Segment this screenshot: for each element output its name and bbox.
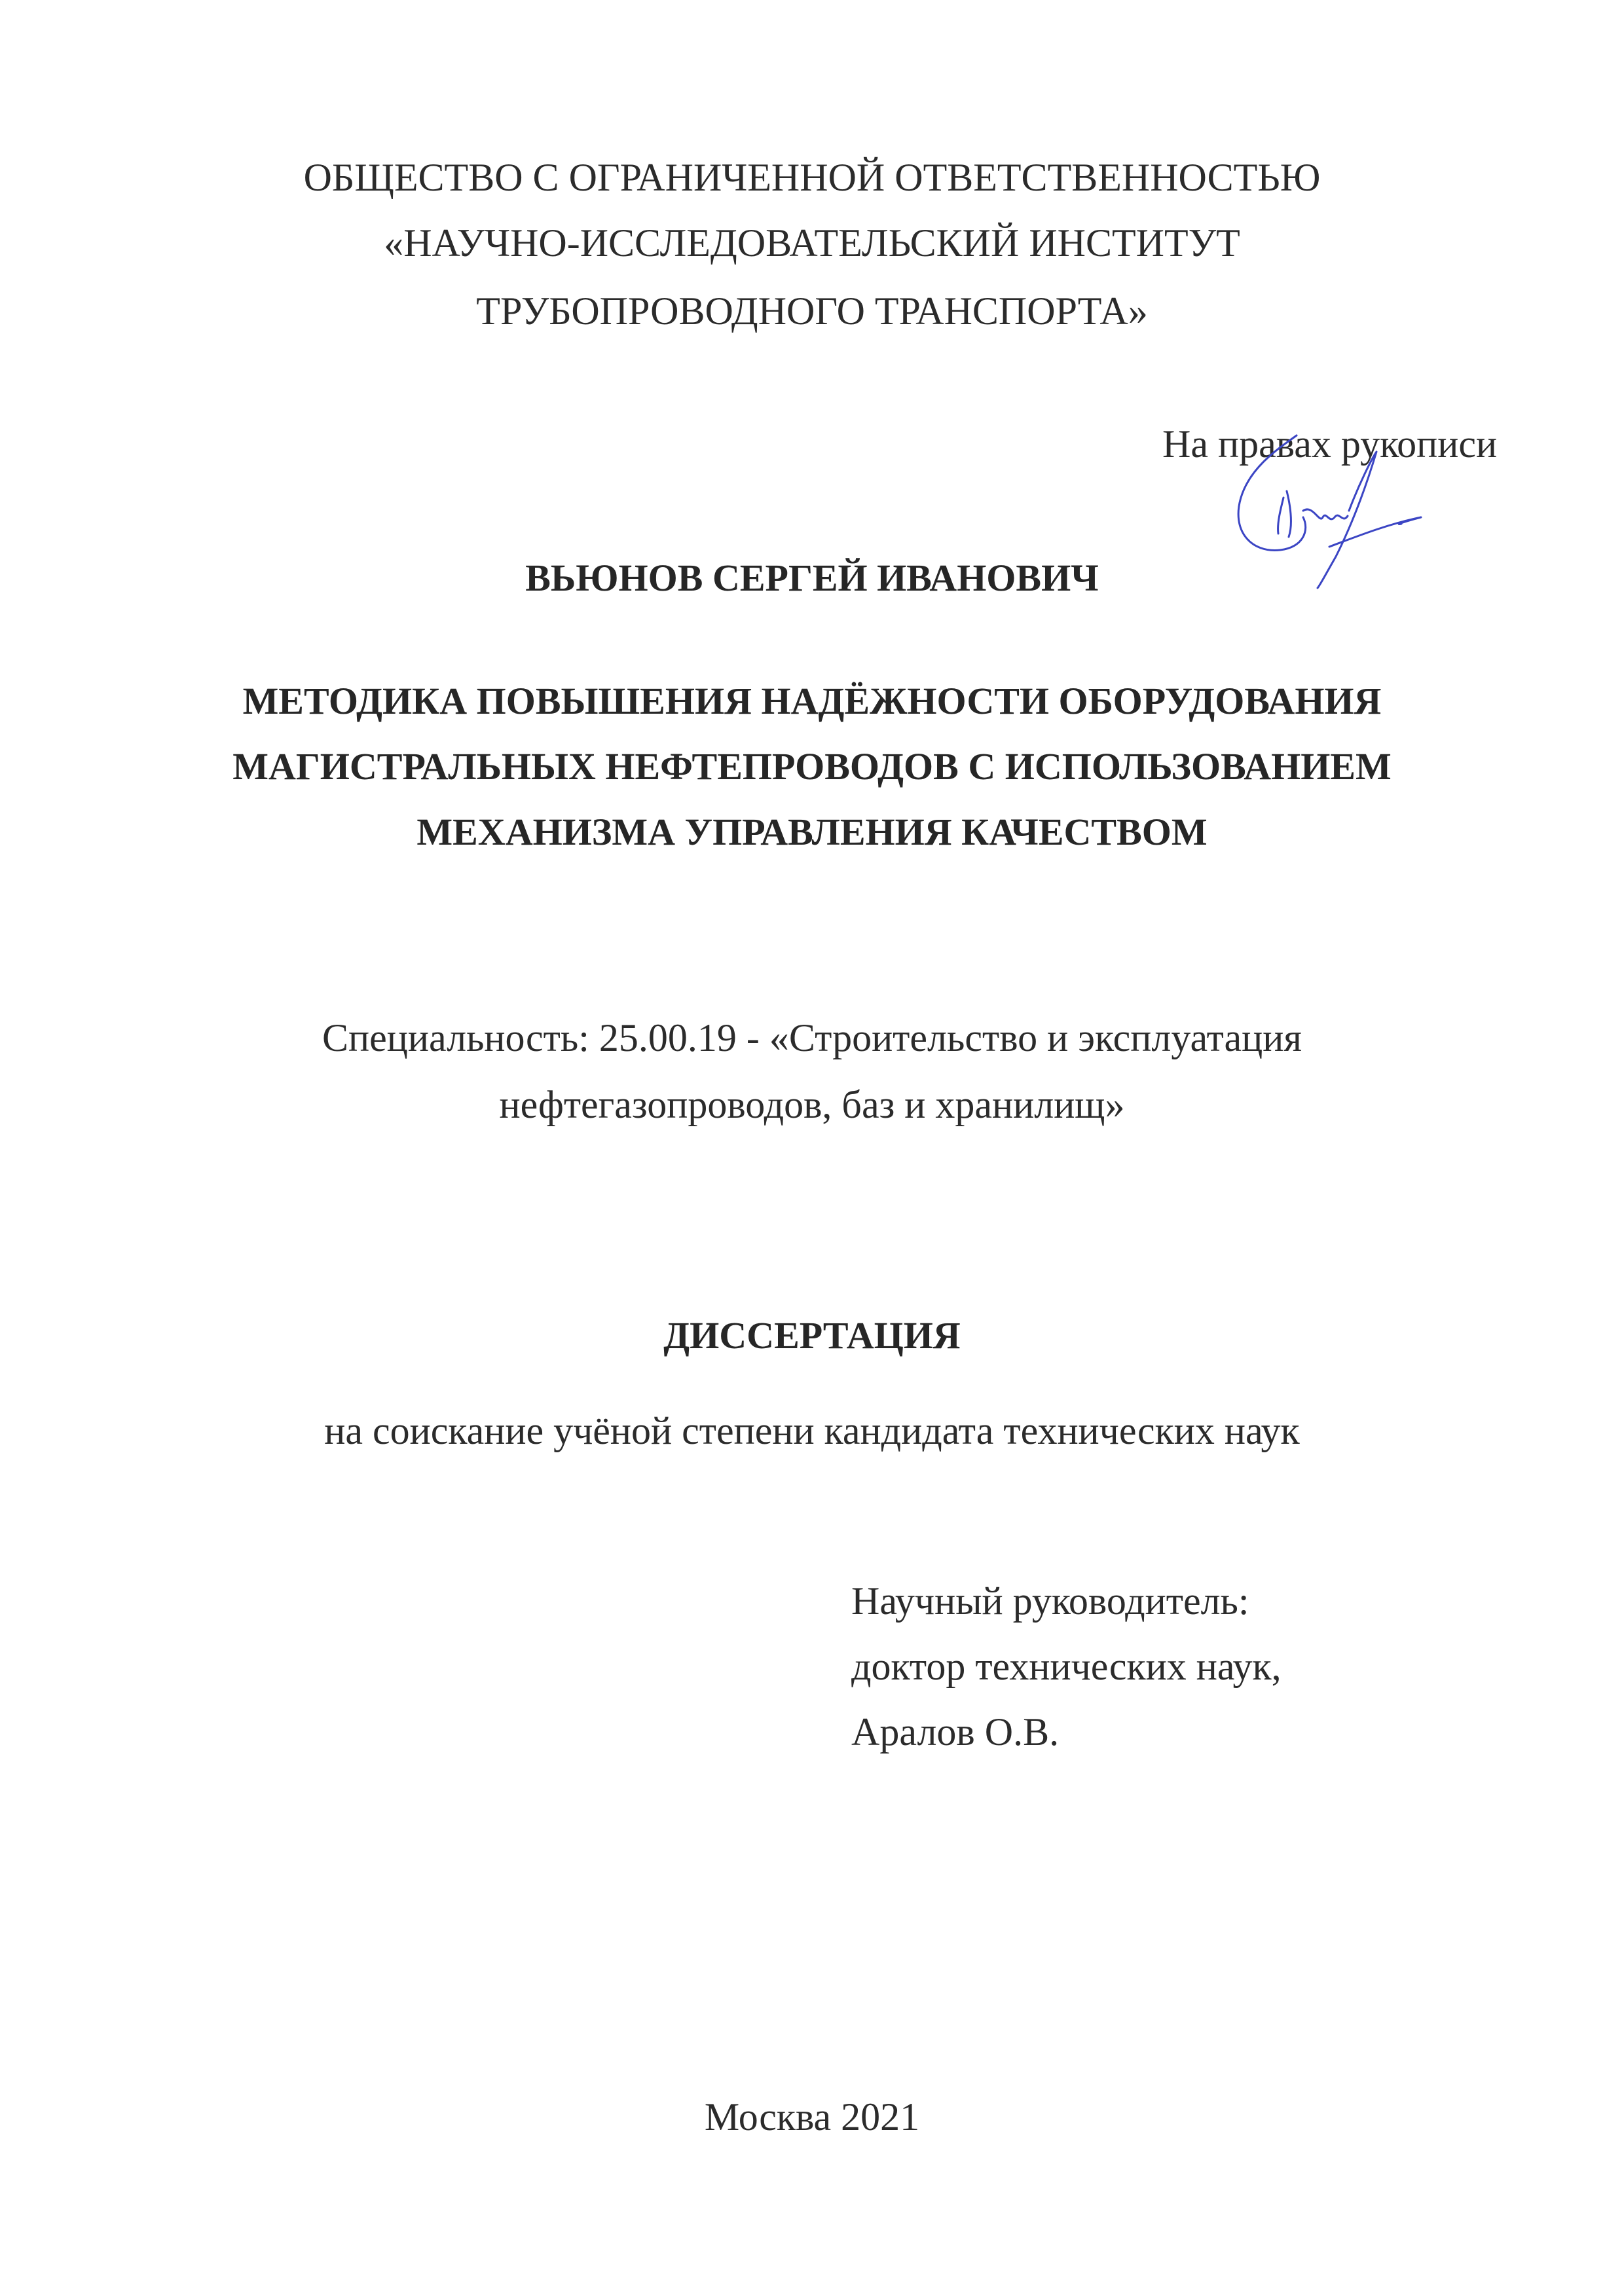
rights-note: На правах рукописи <box>1162 422 1498 466</box>
author-name: ВЬЮНОВ СЕРГЕЙ ИВАНОВИЧ <box>525 557 1099 599</box>
specialty-line-1: Специальность: 25.00.19 - «Строительство и эксплуатация <box>322 1016 1302 1059</box>
document-type: ДИССЕРТАЦИЯ <box>663 1314 961 1357</box>
specialty-line-2: нефтегазопроводов, баз и хранилищ» <box>499 1083 1125 1126</box>
supervisor-degree: доктор технических наук, <box>851 1645 1282 1688</box>
dissertation-title-line-3: МЕХАНИЗМА УПРАВЛЕНИЯ КАЧЕСТВОМ <box>416 811 1208 853</box>
degree-statement: на соискание учёной степени кандидата технических наук <box>324 1409 1300 1452</box>
supervisor-block <box>851 1568 1282 1765</box>
dissertation-title-line-1: МЕТОДИКА ПОВЫШЕНИЯ НАДЁЖНОСТИ ОБОРУДОВАНИЯ <box>242 680 1382 722</box>
organization-line-2: «НАУЧНО-ИССЛЕДОВАТЕЛЬСКИЙ ИНСТИТУТ <box>384 221 1240 265</box>
supervisor-label: Научный руководитель: <box>851 1579 1249 1623</box>
city-year: Москва 2021 <box>704 2095 920 2139</box>
organization-line-3: ТРУБОПРОВОДНОГО ТРАНСПОРТА» <box>476 289 1148 333</box>
signature-stroke-tail <box>1329 517 1421 547</box>
signature-stroke-letters <box>1303 509 1348 519</box>
signature-stroke-initial <box>1278 491 1291 537</box>
dissertation-title-line-2: МАГИСТРАЛЬНЫХ НЕФТЕПРОВОДОВ С ИСПОЛЬЗОВАНИЕМ <box>232 745 1392 788</box>
supervisor-name: Аралов О.В. <box>851 1710 1060 1753</box>
signature-stroke-loop <box>1238 435 1306 550</box>
organization-line-1: ОБЩЕСТВО С ОГРАНИЧЕННОЙ ОТВЕТСТВЕННОСТЬЮ <box>303 156 1321 199</box>
